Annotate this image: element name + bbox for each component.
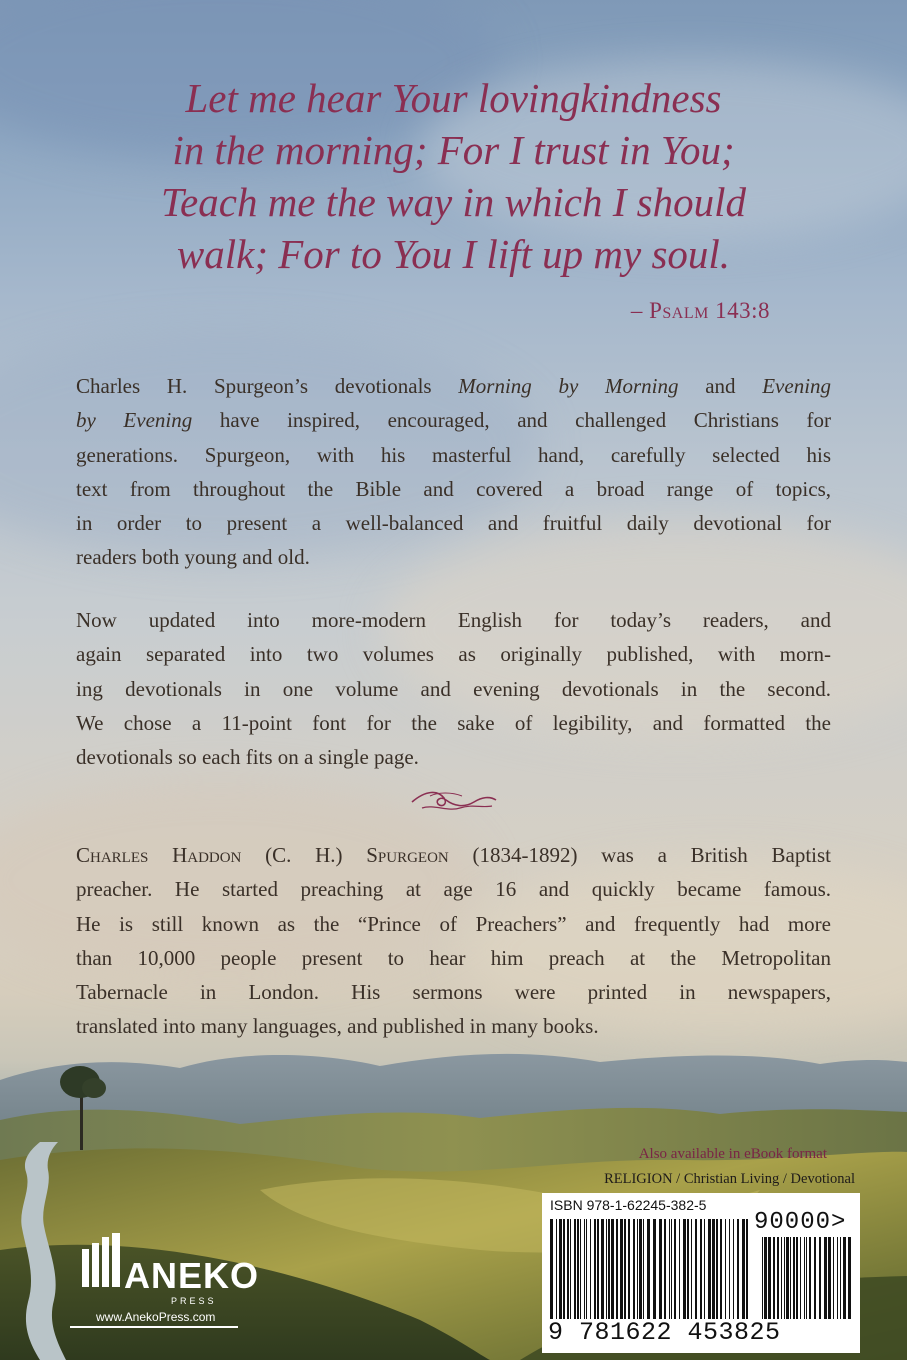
barcode-bar <box>580 1219 581 1319</box>
edition-paragraph <box>76 603 831 774</box>
barcode-bar <box>824 1237 827 1319</box>
text-line: We chose a 11-point font for the sake of legibility, and formatted the <box>76 710 831 735</box>
barcode-bar <box>637 1219 638 1319</box>
attribution-reference: 143:8 <box>715 298 770 323</box>
barcode-bar <box>773 1237 775 1319</box>
price-code: 90000> <box>754 1209 847 1236</box>
book-stack-logo-icon <box>78 1233 124 1293</box>
barcode-bar <box>563 1219 565 1319</box>
text-line: Now updated into more-modern English for today’s readers, and <box>76 608 831 632</box>
barcode-bar <box>848 1237 851 1319</box>
barcode-bar <box>559 1219 562 1319</box>
author-bio-paragraph <box>76 838 831 1044</box>
barcode-bar <box>729 1219 730 1319</box>
barcode-bar <box>784 1237 785 1319</box>
quote-line: Teach me the way in which I should <box>161 179 746 225</box>
barcode-bar <box>639 1219 642 1319</box>
barcode-bar <box>695 1219 697 1319</box>
barcode-bar <box>674 1219 676 1319</box>
barcode-bar <box>550 1219 553 1319</box>
barcode-bar <box>777 1237 779 1319</box>
quote-line: walk; For to You I lift up my soul. <box>176 231 731 277</box>
quote-line: in the morning; For I trust in You; <box>172 127 735 173</box>
flourish-ornament-icon <box>408 786 500 816</box>
barcode-bar <box>633 1219 635 1319</box>
barcode-bar <box>628 1219 630 1319</box>
barcode-bar <box>737 1219 739 1319</box>
text-line: again separated into two volumes as originally published, with morn- <box>76 642 831 667</box>
text-line: than 10,000 people present to hear him preach at the Metropolitan <box>76 945 831 970</box>
barcode-bar <box>590 1219 591 1319</box>
publisher-logo-text: ANEKO <box>124 1255 260 1296</box>
tree-crown <box>82 1078 106 1098</box>
attribution-book: Psalm <box>649 298 709 323</box>
text-line: generations. Spurgeon, with his masterful hand, carefully selected his <box>76 442 831 467</box>
barcode-bar <box>800 1237 801 1319</box>
barcode-bar <box>828 1237 831 1319</box>
barcode-bar <box>691 1219 692 1319</box>
barcode-bar <box>837 1237 838 1319</box>
text-line: text from throughout the Bible and covered a broad range of topics, <box>76 476 831 501</box>
quote-attribution <box>300 298 770 324</box>
barcode-bar <box>725 1219 726 1319</box>
barcode-bar <box>679 1219 680 1319</box>
text-line: ing devotionals in one volume and evening devotionals in the second. <box>76 676 831 701</box>
barcode-bar <box>659 1219 662 1319</box>
subject-category: RELIGION / Christian Living / Devotional <box>604 1171 855 1187</box>
barcode-bar <box>584 1219 585 1319</box>
text-line: in order to present a well-balanced and fruitful daily devotional for <box>76 511 831 536</box>
barcode-bar <box>687 1219 689 1319</box>
text-line: by Evening have inspired, encouraged, and challenged Christians for <box>76 408 831 433</box>
barcode-bar <box>762 1237 763 1319</box>
barcode-bar <box>597 1219 599 1319</box>
barcode-bar <box>806 1237 807 1319</box>
barcode-bar <box>716 1219 718 1319</box>
barcode-bar <box>819 1237 821 1319</box>
barcode-bar <box>567 1219 569 1319</box>
isbn-barcode-block <box>542 1193 860 1353</box>
barcode-bar <box>764 1237 767 1319</box>
barcode-bar <box>577 1219 579 1319</box>
barcode-bar <box>601 1219 604 1319</box>
barcode-bar <box>814 1237 816 1319</box>
barcode-bar <box>700 1219 702 1319</box>
barcode-bar <box>843 1237 846 1319</box>
text-line: Charles Haddon (C. H.) Spurgeon (1834-1892) was a British Baptist <box>76 843 832 867</box>
barcode-bar <box>664 1219 666 1319</box>
barcode-bar <box>624 1219 626 1319</box>
barcode-bar <box>669 1219 670 1319</box>
barcode-bar <box>793 1237 795 1319</box>
barcode-bar <box>616 1219 618 1319</box>
barcode-digits: 9 781622 453825 <box>548 1318 781 1347</box>
price-barcode <box>760 1237 856 1319</box>
barcode-bar <box>608 1219 610 1319</box>
text-line: He is still known as the “Prince of Preachers” and frequently had more <box>76 911 831 936</box>
barcode-bar <box>611 1219 614 1319</box>
barcode-bar <box>620 1219 623 1319</box>
barcode-bar <box>586 1219 587 1319</box>
barcode-bar <box>683 1219 686 1319</box>
publisher-logo-subtext: PRESS <box>171 1296 217 1306</box>
publisher-website[interactable]: www.AnekoPress.com <box>96 1310 216 1324</box>
barcode-bar <box>809 1237 811 1319</box>
barcode-bar <box>804 1237 805 1319</box>
barcode-bar <box>570 1219 571 1319</box>
barcode-bar <box>786 1237 789 1319</box>
tree-trunk <box>80 1092 83 1150</box>
barcode-bar <box>643 1219 644 1319</box>
attribution-dash: – <box>630 298 643 323</box>
barcode-bar <box>733 1219 734 1319</box>
barcode-bar <box>796 1237 798 1319</box>
scripture-quote <box>60 72 847 280</box>
text-line: preacher. He started preaching at age 16 and quickly became famous. <box>76 877 831 902</box>
barcode-bar <box>768 1237 771 1319</box>
barcode-bar <box>574 1219 576 1319</box>
ebook-availability-note: Also available in eBook format <box>638 1146 827 1162</box>
barcode-bar <box>742 1219 745 1319</box>
barcode-bar <box>790 1237 791 1319</box>
isbn-barcode <box>548 1219 752 1319</box>
barcode-bar <box>712 1219 715 1319</box>
barcode-bar <box>647 1219 650 1319</box>
divider <box>70 1326 238 1328</box>
barcode-bar <box>556 1219 557 1319</box>
barcode-bar <box>781 1237 782 1319</box>
barcode-bar <box>746 1219 748 1319</box>
barcode-bar <box>704 1219 705 1319</box>
barcode-bar <box>840 1237 841 1319</box>
barcode-bar <box>720 1219 722 1319</box>
barcode-bar <box>833 1237 834 1319</box>
barcode-bar <box>606 1219 607 1319</box>
text-line: Charles H. Spurgeon’s devotionals Morning by Morning and Evening <box>76 374 832 398</box>
isbn-label: ISBN 978-1-62245-382-5 <box>550 1197 707 1213</box>
text-line: translated into many languages, and published in many books. <box>76 1014 599 1039</box>
description-paragraph <box>76 369 831 575</box>
quote-line: Let me hear Your lovingkindness <box>185 75 722 121</box>
barcode-bar <box>671 1219 672 1319</box>
text-line: readers both young and old. <box>76 545 310 570</box>
barcode-bar <box>653 1219 656 1319</box>
barcode-bar <box>594 1219 596 1319</box>
text-line: Tabernacle in London. His sermons were printed in newspapers, <box>76 980 831 1005</box>
text-line: devotionals so each fits on a single page. <box>76 745 419 770</box>
barcode-bar <box>708 1219 711 1319</box>
